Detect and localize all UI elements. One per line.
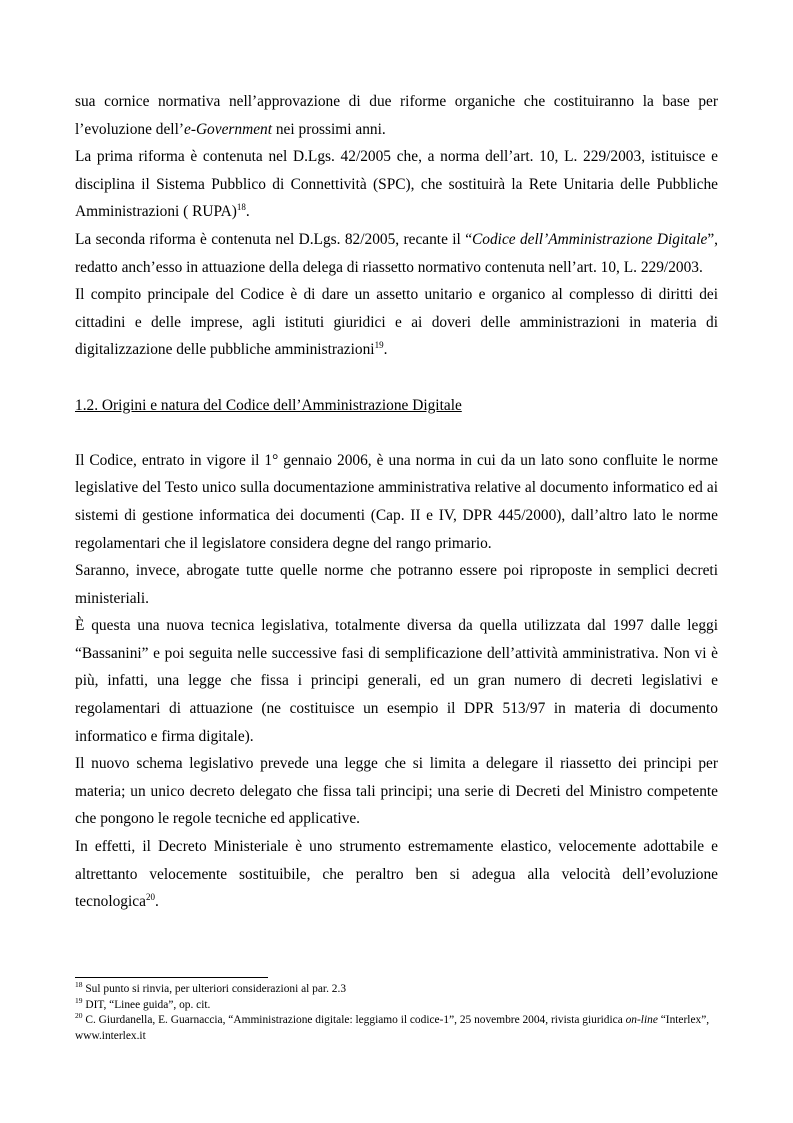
- footnote-text: DIT, “Linee guida”, op. cit.: [82, 998, 211, 1011]
- footnote-ref-18[interactable]: 18: [236, 202, 246, 213]
- footnote-number: 18: [75, 980, 83, 990]
- footnote-text: Sul punto si rinvia, per ulteriori considerazioni al par. 2.3: [82, 983, 347, 995]
- paragraph-8: Il nuovo schema legislativo prevede una legge che si limita a delegare il riassetto dei principi per materia; un unico decreto delegato che fissa tali principi; una serie di Decreti del Ministro competente che pongono le regole tecniche ed applicative.: [75, 755, 718, 828]
- text: In effetti, il Decreto Ministeriale è uno strumento estremamente elastico, velocemente adottabile e altrettanto velocemente sostituibile, che peraltro ben si adegua alla velocità dell’evoluzione tecnologica: [75, 838, 718, 911]
- footnote-link-text[interactable]: “Interlex”, www.interlex.it: [75, 1014, 710, 1042]
- footnote-ref-19[interactable]: 19: [374, 340, 384, 351]
- text: La seconda riforma è contenuta nel D.Lgs. 82/2005, recante il “: [75, 230, 473, 248]
- footnotes: [75, 977, 718, 1044]
- paragraph-9: [75, 833, 718, 916]
- paragraph-5: Il Codice, entrato in vigore il 1° gennaio 2006, è una norma in cui da un lato sono confluite le norme legislative del Testo unico sulla documentazione amministrativa relative al documento informatico ed ai sistemi di gestione informatica dei documenti (Cap. II e IV, DPR 445/2000), dall’altro lato le norme regolamentari che il legislatore considera degne del rango primario.: [75, 451, 718, 552]
- emphasis-text: on-line: [625, 1014, 658, 1026]
- paragraph-1: [75, 88, 718, 143]
- text: .: [245, 203, 250, 221]
- footnote-19: [75, 995, 718, 1014]
- footnote-ref-20[interactable]: 20: [145, 892, 155, 903]
- section-heading: 1.2. Origini e natura del Codice dell’Amministrazione Digitale: [75, 396, 462, 414]
- footnote-18: [75, 982, 718, 998]
- paragraph-3: [75, 226, 718, 281]
- text: La prima riforma è contenuta nel D.Lgs. 42/2005 che, a norma dell’art. 10, L. 229/2003, istituisce e disciplina il Sistema Pubblico di Connettività (SPC), che sostituirà la Rete Unitaria delle Pubbliche Amministrazioni ( RUPA): [75, 148, 718, 221]
- text: sua cornice normativa nell’approvazione di due riforme organiche che costituiranno la base per l’evoluzione dell’: [75, 93, 718, 138]
- text: Il compito principale del Codice è di dare un assetto unitario e organico al complesso di diritti dei cittadini e delle imprese, agli istituti giuridici e ai doveri delle amministrazioni in materia di digitalizzazione delle pubbliche amministrazioni: [75, 286, 718, 359]
- text: .: [383, 341, 388, 359]
- footnote-divider: [75, 977, 268, 978]
- footnote-text: C. Giurdanella, E. Guarnaccia, “Amministrazione digitale: leggiamo il codice-1”, 25 novembre 2004, rivista giuridica: [82, 1014, 626, 1026]
- emphasis-text: e-Government: [183, 120, 273, 138]
- paragraph-7: È questa una nuova tecnica legislativa, totalmente diversa da quella utilizzata dal 1997 dalle leggi “Bassanini” e poi seguita nelle successive fasi di semplificazione dell’attività amministrativa. Non vi è più, infatti, una legge che fissa i principi generali, ed un gran numero di decreti legislativi e regolamentari di attuazione (ne costituisce un esempio il DPR 513/97 in materia di documento informatico e firma digitale).: [75, 617, 718, 745]
- paragraph-6: Saranno, invece, abrogate tutte quelle norme che potranno essere poi riproposte in semplici decreti ministeriali.: [75, 562, 718, 607]
- document-body: [75, 88, 718, 916]
- paragraph-4: [75, 281, 718, 364]
- paragraph-2: [75, 143, 718, 226]
- text: ”, redatto anch’esso in attuazione della delega di riassetto normativo contenuta nell’art. 10, L. 229/2003.: [75, 230, 718, 276]
- footnote-number: 20: [75, 1011, 83, 1021]
- text: .: [154, 893, 159, 911]
- emphasis-text: Codice dell’Amministrazione Digitale: [472, 230, 708, 248]
- text: nei prossimi anni.: [272, 120, 386, 138]
- footnote-number: 19: [75, 995, 83, 1005]
- footnote-20: [75, 1013, 718, 1044]
